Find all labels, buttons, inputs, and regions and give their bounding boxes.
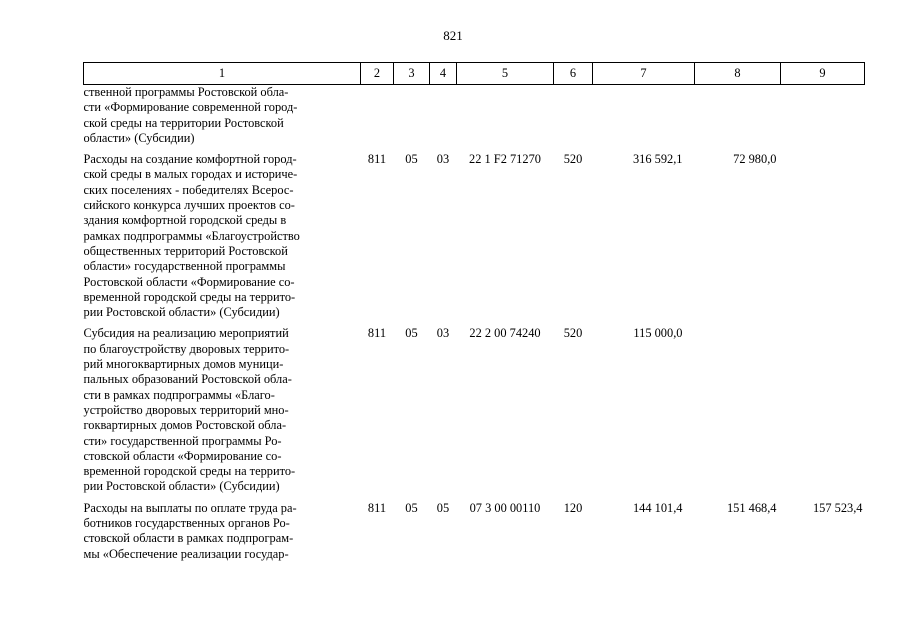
column-header: 6 [554,63,593,85]
expense-type [554,85,593,153]
description-line: Ростовской области «Формирование со- [83,274,295,289]
description-line: устройство дворовых территорий мно- [83,402,289,417]
subsection-code: 03 [436,152,450,167]
row-description [84,152,361,326]
ministry-code: 811 [367,152,387,167]
target-article: 22 2 00 74240 [469,326,541,341]
amount-col-9 [781,152,865,326]
description-line: ской среды в малых городах и историче- [83,167,298,182]
description-line: по благоустройству дворовых террито- [83,341,290,356]
expense-type: 520 [563,326,583,341]
budget-table [83,62,865,562]
subsection-code: 03 [436,326,450,341]
column-header: 8 [695,63,781,85]
column-header: 7 [593,63,695,85]
description-line: Расходы на создание комфортной город- [83,152,297,167]
description-line: стовской области в рамках подпрограм- [83,531,294,546]
description-line: общественных территорий Ростовской [83,243,288,258]
description-line: рамках подпрограммы «Благоустройство [83,228,300,243]
row-description [84,326,361,500]
row-description [84,85,361,153]
amount-col-9: 157 523,4 [812,500,863,515]
ministry-code: 811 [367,500,387,515]
header-row [84,63,865,85]
column-header: 3 [394,63,430,85]
description-line: рий многоквартирных домов муници- [83,357,284,372]
amount-col-7: 115 000,0 [633,326,683,341]
description-line: сти «Формирование современной город- [83,100,298,115]
description-line: области» государственной программы [83,259,286,274]
description-line: сийского конкурса лучших проектов со- [83,198,295,213]
column-header: 4 [430,63,457,85]
description-line: рии Ростовской области» (Субсидии) [83,305,280,320]
table-row [84,326,865,500]
amount-col-9 [781,326,865,500]
description-line: гоквартирных домов Ростовской обла- [83,418,287,433]
amount-col-8 [695,326,781,500]
column-header: 2 [361,63,394,85]
expense-type: 520 [563,152,583,167]
column-header: 1 [84,63,361,85]
description-line: Субсидия на реализацию мероприятий [83,326,289,341]
description-line: ственной программы Ростовской обла- [83,85,289,99]
amount-col-7: 316 592,1 [632,152,683,167]
description-line: здания комфортной городской среды в [83,213,287,228]
description-line: мы «Обеспечение реализации государ- [83,546,289,561]
amount-col-8: 72 980,0 [733,152,777,167]
amount-col-7: 144 101,4 [632,500,683,515]
amount-col-7 [593,85,695,153]
target-article: 22 1 F2 71270 [469,152,541,167]
subsection-code [430,85,457,153]
page-number: 821 [443,28,463,43]
description-line: ских поселениях - победителях Всерос- [83,182,294,197]
description-line: пальных образований Ростовской обла- [83,372,292,387]
column-header: 9 [781,63,865,85]
subsection-code: 05 [436,500,450,515]
table-row [84,85,865,153]
amount-col-9 [781,85,865,153]
section-code: 05 [405,500,418,515]
row-description [84,501,361,562]
description-line: временной городской среды на террито- [83,289,296,304]
expense-type: 120 [563,500,583,515]
description-line: ской среды на территории Ростовской [83,115,284,130]
description-line: стовской области «Формирование со- [83,448,282,463]
description-line: области» (Субсидии) [83,130,195,145]
amount-col-8 [695,85,781,153]
amount-col-8: 151 468,4 [726,500,777,515]
section-code: 05 [405,326,418,341]
description-line: сти» государственной программы Ро- [83,433,282,448]
ministry-code: 811 [367,326,387,341]
description-line: ботников государственных органов Ро- [83,516,290,531]
target-article [457,85,554,153]
description-line: сти в рамках подпрограммы «Благо- [83,387,275,402]
table-row [84,152,865,326]
section-code: 05 [405,152,418,167]
section-code [394,85,430,153]
column-header: 5 [457,63,554,85]
ministry-code [361,85,394,153]
description-line: Расходы на выплаты по оплате труда ра- [83,500,297,515]
description-line: рии Ростовской области» (Субсидии) [83,479,280,494]
description-line: временной городской среды на террито- [83,464,296,479]
target-article: 07 3 00 00110 [469,500,541,515]
table-row [84,501,865,562]
